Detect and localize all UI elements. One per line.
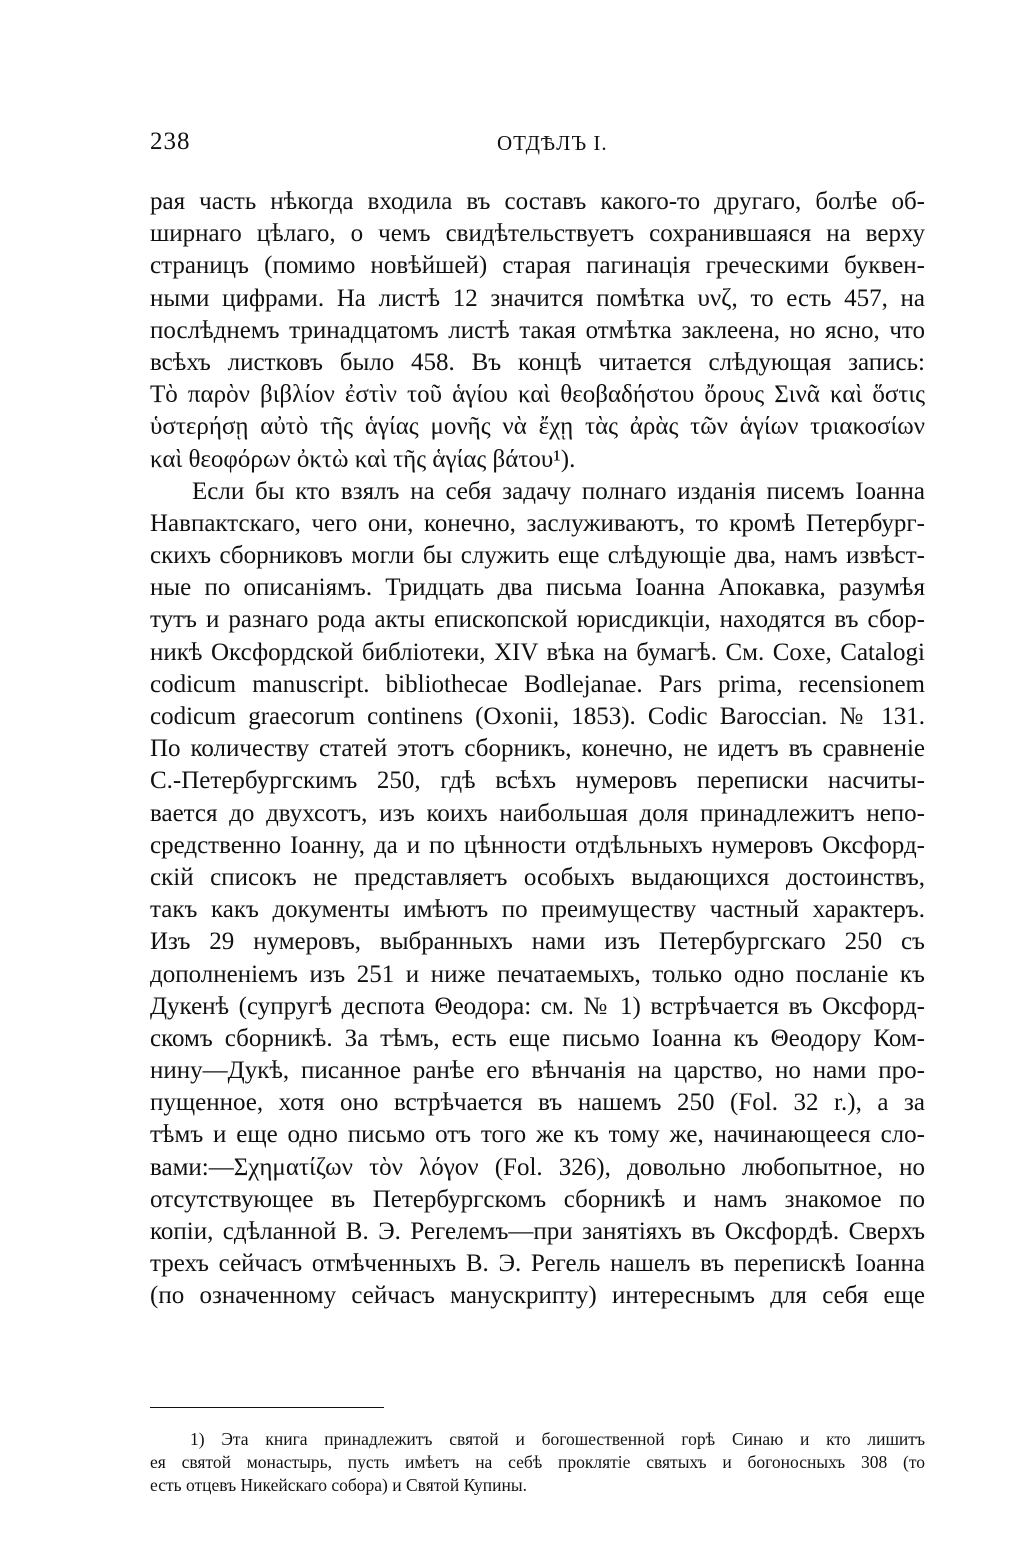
text-line: копіи, сдѣланной В. Э. Регелемъ—при занятіяхъ въ Оксфордѣ. Сверхъ — [150, 1218, 925, 1245]
text-line: скихъ сборниковъ могли бы служить еще слѣдующіе два, намъ извѣст- — [150, 542, 925, 570]
text-line: трехъ сейчасъ отмѣченныхъ В. Э. Регель нашелъ въ перепискѣ Іоанна — [150, 1250, 925, 1278]
text-line: средственно Іоанну, да и по цѣнности отдѣльныхъ нумеровъ Оксфорд- — [150, 831, 925, 859]
footnote-divider — [150, 1407, 384, 1408]
text-line: Дукенѣ (супругѣ деспота Θеодора: см. № 1) встрѣчается въ Оксфорд- — [150, 992, 925, 1020]
text-line: никѣ Оксфордской библіотеки, XIV вѣка на бумагѣ. См. Coxe, Catalogi — [150, 638, 925, 666]
text-line: дополненіемъ изъ 251 и ниже печатаемыхъ, только одно посланіе къ — [150, 960, 925, 988]
text-line: Навпактскаго, чего они, конечно, заслуживаютъ, то кромѣ Петербург- — [150, 509, 925, 537]
text-line: скій списокъ не представляетъ особыхъ выдающихся достоинствъ, — [150, 863, 925, 891]
main-text — [150, 186, 925, 1313]
footnote — [150, 1428, 925, 1497]
footnote-line: есть отцевъ Никейскаго собора) и Святой Купины. — [150, 1475, 527, 1495]
text-line: codicum graecorum continens (Oxonii, 1853). Codic Baroccian. № 131. — [150, 703, 925, 730]
paragraph-start-line: Если бы кто взялъ на себя задачу полнаго изданія писемъ Іоанна — [192, 477, 925, 505]
page-number: 238 — [150, 128, 191, 155]
text-line: пущенное, хотя оно встрѣчается въ нашемъ 250 (Fol. 32 r.), а за — [150, 1089, 925, 1117]
text-line: всѣхъ листковъ было 458. Въ концѣ читается слѣдующая запись: — [150, 348, 925, 376]
section-title: ОТДѢЛЪ I. — [497, 131, 608, 155]
text-line: По количеству статей этотъ сборникъ, конечно, не идетъ въ сравненіе — [150, 735, 925, 763]
greek-quote-line: καὶ θεοφόρων ὀκτὼ καὶ τῆς ἁγίας βάτου¹). — [150, 445, 576, 473]
text-line: ные по описаніямъ. Тридцать два письма Іоанна Апокавка, разумѣя — [150, 574, 925, 602]
text-line: послѣднемъ тринадцатомъ листѣ такая отмѣтка заклеена, но ясно, что — [150, 316, 925, 344]
text-line: скомъ сборникѣ. За тѣмъ, есть еще письмо Іоанна къ Θеодору Ком- — [150, 1024, 925, 1052]
text-line: С.-Петербургскимъ 250, гдѣ всѣхъ нумеровъ переписки насчиты- — [150, 767, 925, 795]
footnote-line: 1) Эта книга принадлежитъ святой и богошественной горѣ Синаю и кто лишитъ — [190, 1429, 925, 1449]
text-line: Изъ 29 нумеровъ, выбранныхъ нами изъ Петербургскаго 250 съ — [150, 928, 925, 956]
text-line: тутъ и разнаго рода акты епископской юрисдикціи, находятся въ сбор- — [150, 606, 925, 634]
text-line: ширнаго цѣлаго, о чемъ свидѣтельствуетъ сохранившаяся на верху — [150, 220, 925, 248]
text-line: страницъ (помимо новѣйшей) старая пагинація греческими буквен- — [150, 252, 925, 280]
text-line: нину—Дукѣ, писанное ранѣе его вѣнчанія на царство, но нами про- — [150, 1057, 925, 1085]
text-line: отсутствующее въ Петербургскомъ сборникѣ и намъ знакомое по — [150, 1185, 925, 1213]
text-line: вается до двухсотъ, изъ коихъ наибольшая доля принадлежитъ непо- — [150, 799, 925, 827]
text-line: рая часть нѣкогда входила въ составъ какого-то другаго, болѣе об- — [150, 188, 925, 215]
greek-quote-line: ὑστερήσῃ αὐτὸ τῆς ἁγίας μονῆς νὰ ἔχῃ τὰς ἀρὰς τῶν ἁγίων τριακοσίων — [150, 413, 925, 441]
text-line: ными цифрами. На листѣ 12 значится помѣтка υνζ, то есть 457, на — [150, 284, 925, 312]
text-line: тѣмъ и еще одно письмо отъ того же къ тому же, начинающееся сло- — [150, 1121, 925, 1149]
text-line: такъ какъ документы имѣютъ по преимуществу частный характеръ. — [150, 896, 925, 924]
text-line: codicum manuscript. bibliothecae Bodlejanae. Pars prima, recensionem — [150, 670, 925, 698]
greek-quote-line: Τὸ παρὸν βιβλίον ἐστὶν τοῦ ἁγίου καὶ θεοβαδήστου ὄρους Σινᾶ καὶ ὅστις — [150, 381, 925, 409]
text-line: вами:—Σχηματίζων τὸν λόγον (Fol. 326), довольно любопытное, но — [150, 1153, 925, 1181]
page-header — [150, 128, 925, 164]
text-line: (по означенному сейчасъ манускрипту) интереснымъ для себя еще — [150, 1282, 925, 1310]
footnote-line: ея святой монастырь, пусть имѣетъ на себѣ проклятіе святыхъ и богоносныхъ 308 (то — [150, 1452, 925, 1472]
